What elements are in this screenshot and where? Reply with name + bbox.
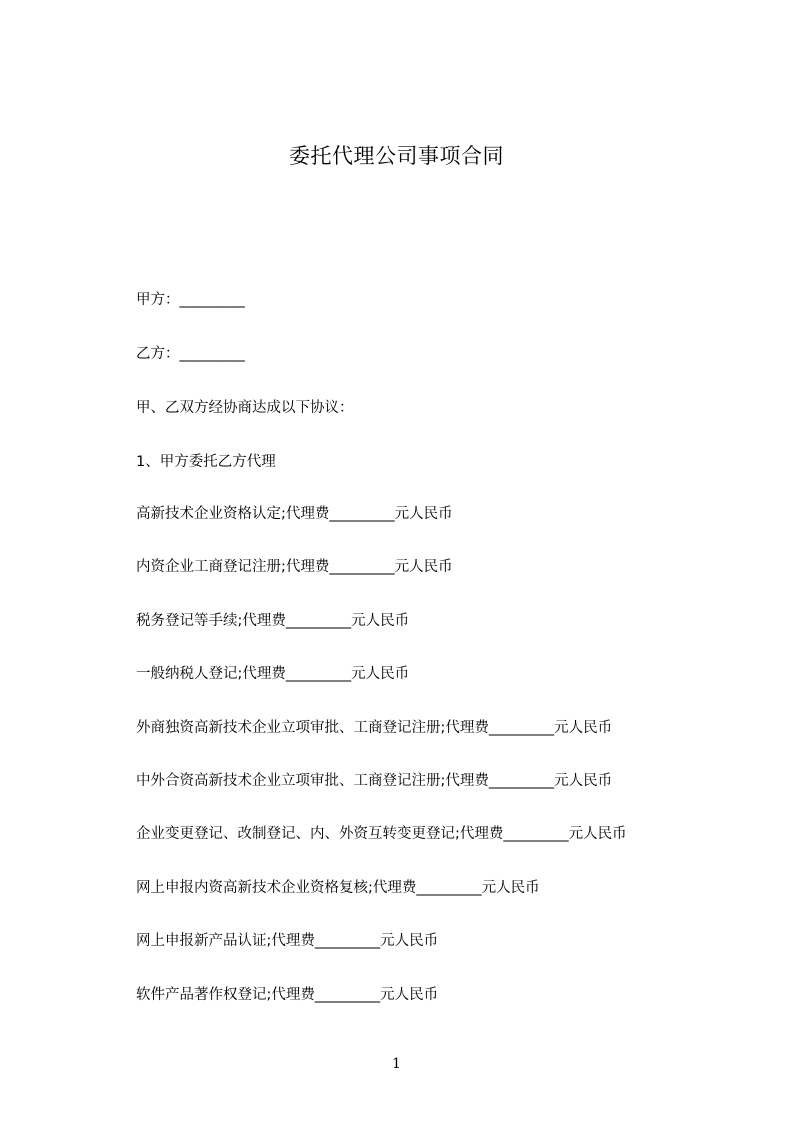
service-item: 税务登记等手续;代理费_________元人民币: [136, 613, 410, 629]
service-item: 内资企业工商登记注册;代理费_________元人民币: [136, 559, 453, 575]
service-item: 一般纳税人登记;代理费_________元人民币: [136, 666, 410, 682]
page-number: 1: [392, 1056, 401, 1072]
service-item: 中外合资高新技术企业立项审批、工商登记注册;代理费_________元人民币: [136, 773, 613, 789]
party-b-line: 乙方：_________: [136, 346, 245, 362]
service-item: 高新技术企业资格认定;代理费_________元人民币: [136, 506, 453, 522]
agreement-intro: 甲、乙双方经协商达成以下协议：: [136, 400, 354, 416]
section-heading: 1、甲方委托乙方代理: [136, 454, 276, 470]
service-item: 网上申报新产品认证;代理费_________元人民币: [136, 933, 439, 949]
document-title: 委托代理公司事项合同: [289, 144, 504, 168]
service-item: 软件产品著作权登记;代理费_________元人民币: [136, 987, 439, 1003]
service-item: 企业变更登记、改制登记、内、外资互转变更登记;代理费_________元人民币: [136, 826, 627, 842]
service-item: 外商独资高新技术企业立项审批、工商登记注册;代理费_________元人民币: [136, 720, 613, 736]
party-a-line: 甲方：_________: [136, 292, 245, 308]
service-item: 网上申报内资高新技术企业资格复核;代理费_________元人民币: [136, 880, 540, 896]
